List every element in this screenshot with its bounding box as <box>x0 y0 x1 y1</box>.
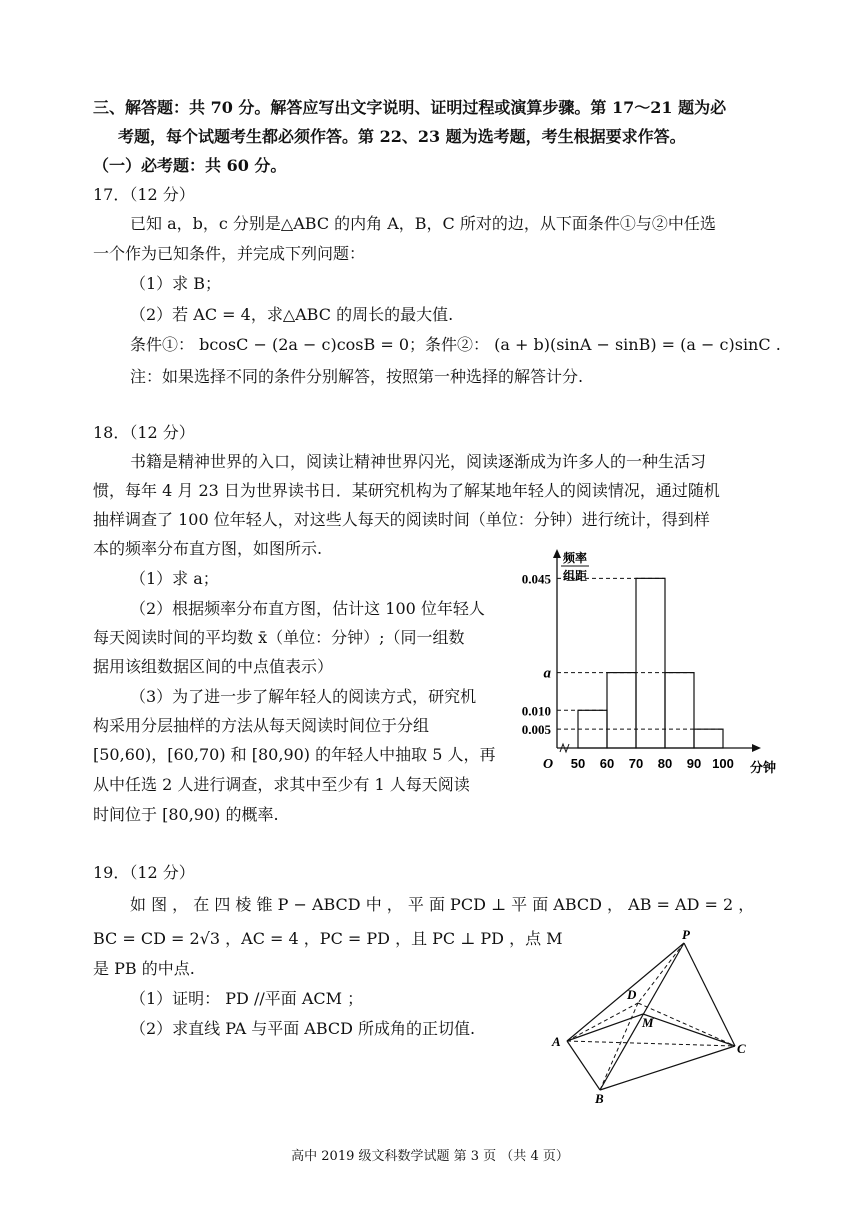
y-tick-label: 0.045 <box>521 571 551 587</box>
histogram-bars <box>578 578 723 748</box>
edge-pa <box>567 943 684 1041</box>
q18-part3-line3: [50,60)，[60,70) 和 [80,90) 的年轻人中抽取 5 人，再 <box>93 745 496 764</box>
q19-part1: （1）证明： PD //平面 ACM ； <box>130 989 364 1008</box>
x-tick-label: 70 <box>628 756 644 771</box>
x-tick-label: 60 <box>599 756 615 771</box>
x-tick-label: 90 <box>686 756 702 771</box>
x-tick-label: 100 <box>712 756 734 771</box>
x-axis-arrow <box>752 744 761 752</box>
q17-stem-line1: 已知 a，b，c 分别是△ABC 的内角 A，B，C 所对的边，从下面条件①与②中任选 <box>130 214 716 233</box>
label-c: C <box>737 1041 746 1056</box>
q17-part2: （2）若 AC = 4，求△ABC 的周长的最大值. <box>130 305 454 324</box>
section-heading-line1: 三、解答题：共 70 分。解答应写出文字说明、证明过程或演算步骤。第 17～21 题为必 <box>93 98 727 117</box>
q18-part3-line1: （3）为了进一步了解年轻人的阅读方式，研究机 <box>130 687 477 706</box>
label-a: A <box>552 1034 561 1049</box>
edge-bd <box>600 1003 638 1090</box>
section-heading-line2: 考题，每个试题考生都必须作答。第 22、23 题为选考题，考生根据要求作答。 <box>118 127 686 146</box>
origin-label: O <box>543 757 554 772</box>
q18-number: 18．（12 分） <box>93 423 195 442</box>
q18-part3-line5: 时间位于 [80,90) 的概率. <box>93 805 279 824</box>
y-tick-label: 0.010 <box>521 703 551 719</box>
q19-part2: （2）求直线 PA 与平面 ABCD 所成角的正切值. <box>130 1019 476 1038</box>
q18-stem-line1: 书籍是精神世界的入口，阅读让精神世界闪光，阅读逐渐成为许多人的一种生活习 <box>130 452 707 471</box>
x-axis-label: 分钟 <box>749 761 777 776</box>
edge-pd <box>638 943 684 1003</box>
x-tick-label: 50 <box>570 756 586 771</box>
edge-ab <box>567 1041 600 1090</box>
y-axis-label-top: 频率 <box>562 551 588 565</box>
y-tick-label: 0.005 <box>521 722 551 738</box>
histogram-bar <box>607 673 636 748</box>
q18-part2-line1: （2）根据频率分布直方图，估计这 100 位年轻人 <box>130 599 485 618</box>
label-b: B <box>595 1091 604 1105</box>
q17-stem-line2: 一个作为已知条件，并完成下列问题： <box>93 244 366 263</box>
edge-ac <box>567 1041 735 1046</box>
page-footer: 高中 2019 级文科数学试题 第 3 页 （共 4 页） <box>291 1149 569 1164</box>
q19-number: 19．（12 分） <box>93 863 195 882</box>
pyramid-figure <box>545 925 775 1105</box>
q17-note: 注：如果选择不同的条件分别解答，按照第一种选择的解答计分. <box>130 367 584 386</box>
y-tick-label: a <box>543 665 551 682</box>
q17-conditions: 条件①： bcosC − (2a − c)cosB = 0；条件②： (a + b)(sinA − sinB) = (a − c)sinC . <box>130 335 781 354</box>
label-m: M <box>642 1015 654 1030</box>
q19-stem-line2: BC = CD = 2√3 ，AC = 4 ，PC = PD ，且 PC ⊥ PD ，点 M <box>93 929 563 948</box>
edge-ad <box>567 1003 638 1041</box>
q18-part2-line3: 据用该组数据区间的中点值表示） <box>93 657 334 676</box>
q18-part2-line2: 每天阅读时间的平均数 x̄（单位：分钟）;（同一组数 <box>93 628 465 647</box>
y-axis-label-bottom: 组距 <box>562 569 588 583</box>
edge-bc <box>600 1046 735 1090</box>
q18-stem-line4: 本的频率分布直方图，如图所示. <box>93 539 323 558</box>
y-axis-arrow <box>553 549 561 558</box>
q19-stem-line1: 如 图 ， 在 四 棱 锥 P − ABCD 中 ， 平 面 PCD ⊥ 平 面 ABCD ， AB = AD = 2 ， <box>130 895 755 914</box>
x-tick-label: 80 <box>657 756 673 771</box>
histogram-labels <box>522 550 776 776</box>
q18-part3-line2: 构采用分层抽样的方法从每天阅读时间位于分组 <box>93 716 430 735</box>
histogram-bar <box>665 673 694 748</box>
q19-stem-line3: 是 PB 的中点. <box>93 959 195 978</box>
histogram-bar <box>636 578 665 748</box>
q18-part1: （1）求 a； <box>130 569 219 588</box>
histogram-bar <box>694 729 723 748</box>
q18-stem-line3: 抽样调查了 100 位年轻人，对这些人每天的阅读时间（单位：分钟）进行统计，得到样 <box>93 510 710 529</box>
axis-break <box>560 744 569 752</box>
label-d: D <box>627 987 637 1002</box>
frequency-histogram <box>505 540 785 780</box>
label-p: P <box>682 927 690 942</box>
q17-number: 17．（12 分） <box>93 185 195 204</box>
q18-part3-line4: 从中任选 2 人进行调查，求其中至少有 1 人每天阅读 <box>93 775 470 794</box>
q18-stem-line2: 惯，每年 4 月 23 日为世界读书日．某研究机构为了解某地年轻人的阅读情况，通过随机 <box>93 481 720 500</box>
q17-part1: （1）求 B； <box>130 274 222 293</box>
sub-heading: （一）必考题：共 60 分。 <box>93 156 287 175</box>
